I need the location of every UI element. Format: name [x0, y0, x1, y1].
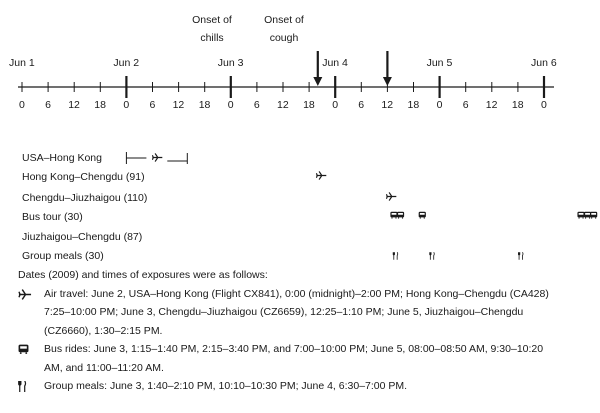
hour-tick-label: 12: [485, 99, 498, 111]
bus-icon: [390, 212, 397, 219]
notes-header: Dates (2009) and times of exposures were as follows:: [18, 269, 268, 281]
onset-arrowhead: [313, 77, 322, 86]
onset-cough-line1: Onset of: [264, 14, 304, 26]
air-travel-line3: (CZ6660), 1:30–2:15 PM.: [44, 324, 163, 337]
hour-tick-label: 12: [381, 99, 394, 111]
hour-tick-label: 6: [253, 99, 260, 111]
bus-icon: [577, 212, 584, 219]
air-travel-line2: 7:25–10:00 PM; June 3, Chengdu–Jiuzhaigou (CZ6659), 12:25–1:10 PM; June 5, Jiuzhaigou–Chengdu: [44, 306, 524, 318]
onset-chills-label: [182, 11, 242, 47]
row-label-chengdu-jiuzhaigou: Chengdu–Jiuzhaigou (110): [22, 192, 148, 204]
air-travel-line1: Air travel: June 2, USA–Hong Kong (Flight CX841), 0:00 (midnight)–2:00 PM; Hong Kong–Chengdu (CA428): [44, 287, 549, 300]
hour-tick-label: 12: [172, 99, 185, 111]
hour-tick-label: 6: [462, 99, 469, 111]
hour-tick-label: 18: [303, 99, 315, 111]
airplane-icon: [152, 153, 162, 161]
row-label-group-meals: Group meals (30): [22, 250, 104, 262]
hour-tick-label: 12: [68, 99, 80, 111]
bus-rides-line1: Bus rides: June 3, 1:15–1:40 PM, 2:15–3:40 PM, and 7:00–10:00 PM; June 5, 08:00–08:50 AM, 9:30–10:20: [44, 343, 544, 355]
bus-icon: [18, 340, 40, 361]
row-label-bus-tour: Bus tour (30): [22, 211, 83, 223]
hour-tick-label: 0: [123, 99, 130, 111]
hour-tick-label: 6: [358, 99, 365, 111]
hour-tick-label: 18: [198, 99, 211, 111]
hour-tick-label: 6: [45, 99, 51, 111]
bus-icon: [419, 212, 426, 219]
row-label-usa-hong-kong: USA–Hong Kong: [22, 152, 102, 164]
onset-cough-label: [254, 11, 314, 47]
day-label: Jun 1: [9, 57, 35, 69]
exposure-notes: [18, 266, 588, 396]
bus-rides-note: [18, 340, 588, 377]
row-label-hong-kong-chengdu: Hong Kong–Chengdu (91): [22, 171, 145, 183]
airplane-icon: [386, 192, 396, 200]
day-label: Jun 6: [531, 57, 557, 69]
hour-tick-label: 0: [19, 99, 25, 111]
onset-arrowhead: [383, 77, 392, 86]
hour-tick-label: 0: [541, 99, 547, 111]
onset-chills-line2: chills: [200, 32, 224, 44]
day-label: Jun 4: [322, 57, 348, 69]
airplane-icon: [316, 171, 326, 179]
day-label: Jun 5: [426, 57, 453, 69]
air-travel-note: [18, 285, 588, 341]
bus-rides-line2: AM, and 11:00–11:20 AM.: [44, 361, 164, 374]
fork-knife-icon: [18, 377, 40, 399]
bus-icon: [590, 212, 597, 219]
day-label: Jun 3: [217, 57, 244, 69]
hour-tick-label: 12: [277, 99, 289, 111]
group-meals-note: [18, 377, 588, 396]
hour-tick-label: 0: [227, 99, 234, 111]
row-label-jiuzhaigou-chengdu: Jiuzhaigou–Chengdu (87): [22, 231, 143, 243]
onset-chills-line1: Onset of: [192, 14, 232, 26]
fork-knife-icon: [430, 252, 435, 260]
hour-tick-label: 18: [511, 99, 524, 111]
hour-tick-label: 18: [407, 99, 420, 111]
hour-tick-label: 6: [149, 99, 156, 111]
hour-tick-label: 0: [436, 99, 443, 111]
hour-tick-label: 18: [94, 99, 106, 111]
bus-icon: [397, 212, 404, 219]
onset-cough-line2: cough: [269, 32, 299, 44]
day-label: Jun 2: [113, 57, 140, 69]
airplane-icon: [18, 285, 40, 307]
hour-tick-label: 0: [332, 99, 339, 111]
fork-knife-icon: [518, 252, 523, 260]
fork-knife-icon: [393, 252, 398, 260]
group-meals-line1: Group meals: June 3, 1:40–2:10 PM, 10:10–10:30 PM; June 4, 6:30–7:00 PM.: [44, 380, 408, 392]
